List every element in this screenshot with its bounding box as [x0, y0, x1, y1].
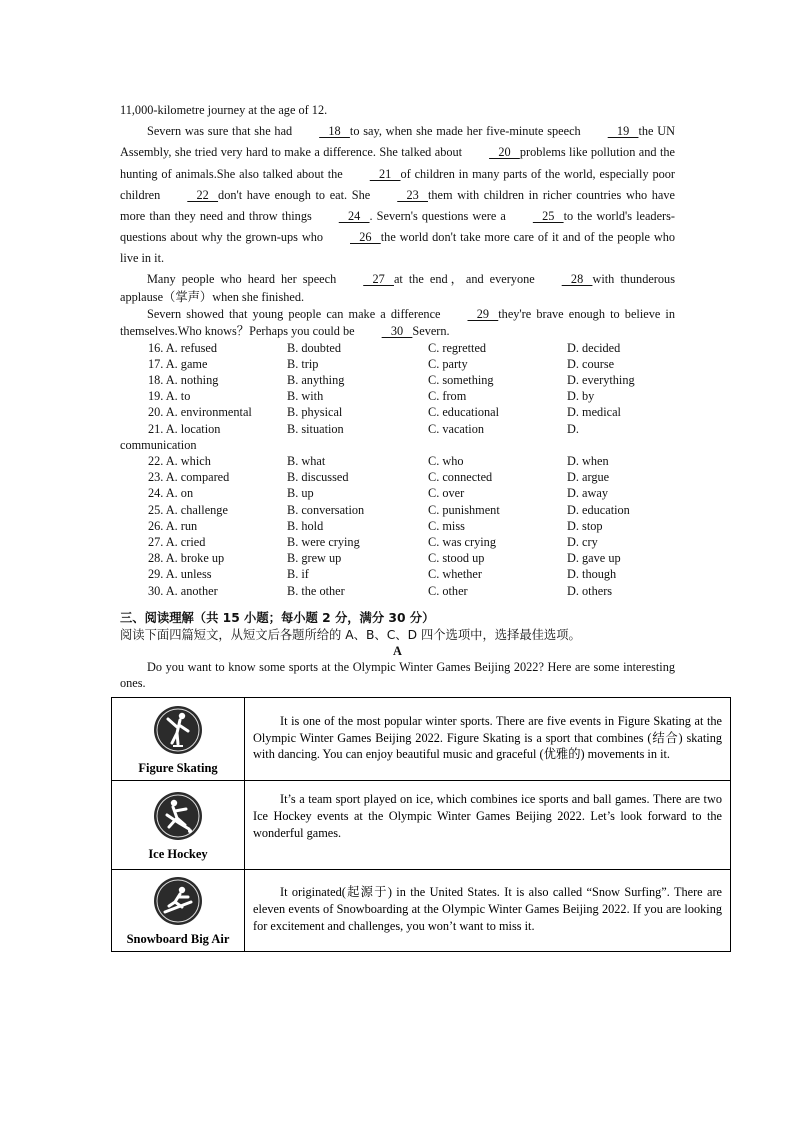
sport-icon-cell	[112, 781, 245, 870]
option-choice: C. who	[428, 454, 464, 469]
passage-line: 11,000-kilometre journey at the age of 12.	[120, 103, 328, 117]
passage-text: to say, when she made her five-minute speech	[349, 124, 581, 139]
option-choice: C. whether	[428, 567, 482, 582]
answer-blank: 28	[561, 271, 593, 286]
option-choice: 28. A. broke up	[148, 551, 225, 566]
options-list	[120, 340, 675, 599]
option-choice: B. grew up	[287, 551, 342, 566]
option-choice: 17. A. game	[148, 356, 208, 371]
option-choice: D. medical	[567, 405, 621, 420]
option-row	[120, 453, 675, 469]
passage-text: they're brave enough to believe in themselves.Who knows？Perhaps you could be	[120, 306, 675, 338]
answer-blank: 19	[607, 124, 639, 139]
option-choice: D. by	[567, 389, 595, 404]
option-choice: B. up	[287, 486, 314, 501]
passage-text: of children in many parts of the world, especially poor children	[120, 166, 675, 202]
option-choice: 27. A. cried	[148, 535, 206, 550]
option-row	[120, 518, 675, 534]
sport-description	[245, 781, 731, 870]
option-choice: D. argue	[567, 470, 610, 485]
option-choice: C. miss	[428, 518, 465, 533]
sport-name: Ice Hockey	[148, 846, 208, 861]
option-choice: D. away	[567, 486, 608, 501]
option-choice: B. if	[287, 567, 309, 582]
option-choice: D. course	[567, 356, 615, 371]
passage-text: problems like pollution and the hunting of animals.She also talked about the	[120, 145, 675, 181]
option-choice: B. were crying	[287, 535, 360, 550]
option-choice: 22. A. which	[148, 454, 211, 469]
option-row	[120, 485, 675, 501]
option-choice: B. what	[287, 454, 326, 469]
option-choice: C. stood up	[428, 551, 485, 566]
sport-name: Snowboard Big Air	[126, 932, 230, 946]
option-choice: 30. A. another	[148, 583, 218, 598]
option-choice: D. cry	[567, 535, 598, 550]
table-row	[112, 698, 731, 781]
answer-blank: 23	[397, 187, 428, 202]
option-choice: 23. A. compared	[148, 470, 230, 485]
document-page	[120, 100, 675, 692]
option-choice: 19. A. to	[148, 389, 191, 404]
passage-text: at the end，and everyone	[393, 271, 535, 286]
option-choice: C. regretted	[428, 340, 487, 355]
passage-text: the UN Assembly, she tried very hard to make a difference. She talked about	[120, 124, 676, 160]
option-row	[120, 356, 675, 372]
option-choice: 21. A. location	[148, 421, 221, 436]
sports-table	[111, 697, 731, 952]
option-row	[120, 550, 675, 566]
option-row	[120, 502, 675, 518]
answer-blank: 22	[187, 187, 219, 202]
option-choice: 16. A. refused	[148, 340, 217, 355]
option-choice: D. though	[567, 567, 617, 582]
ice-hockey-icon	[153, 791, 203, 841]
option-choice: D.	[567, 421, 579, 436]
option-choice: C. was crying	[428, 535, 496, 550]
sport-icon-cell	[112, 870, 245, 952]
option-choice: B. doubted	[287, 340, 341, 355]
answer-blank: 20	[489, 145, 520, 160]
passage-text: Severn was sure that she had	[147, 124, 293, 139]
snowboard-icon	[153, 876, 203, 926]
table-row	[112, 870, 731, 952]
option-choice: 24. A. on	[148, 486, 194, 501]
option-choice: 20. A. environmental	[148, 405, 252, 420]
option-choice: C. connected	[428, 470, 493, 485]
option-choice: B. trip	[287, 356, 319, 371]
passage-text: the world don't take more care of it and of the people who live in it.	[120, 230, 675, 266]
answer-blank: 25	[532, 209, 564, 224]
answer-blank: 29	[467, 306, 499, 321]
option-row	[120, 421, 675, 437]
option-choice: 29. A. unless	[148, 567, 212, 582]
section-instruction: 阅读下面四篇短文，从短文后各题所给的 A、B、C、D 四个选项中，选择最佳选项。	[120, 627, 581, 642]
answer-blank: 21	[369, 166, 401, 181]
passage-text: Severn showed that young people can make a difference	[147, 306, 441, 321]
figure-skating-icon	[153, 705, 203, 755]
option-choice: D. gave up	[567, 551, 621, 566]
option-row	[120, 404, 675, 420]
option-row	[120, 583, 675, 599]
passage-text: Many people who heard her speech	[147, 271, 337, 286]
option-choice: C. educational	[428, 405, 500, 420]
option-choice: 26. A. run	[148, 518, 198, 533]
option-choice: C. other	[428, 583, 468, 598]
option-choice: D. education	[567, 502, 630, 517]
sport-name: Figure Skating	[138, 760, 218, 775]
option-choice: D. everything	[567, 373, 635, 388]
answer-blank: 30	[381, 323, 413, 338]
answer-blank: 24	[338, 209, 370, 224]
option-choice: C. something	[428, 373, 494, 388]
option-choice: B. with	[287, 389, 324, 404]
answer-blank: 26	[350, 230, 381, 245]
sport-text: It originated(起源于) in the United States. It is also called “Snow Surfing”. There are eleven events of Snowboarding at the Olympic Winter Games Beijing 2022. If you are looking for excitement and challenges, you won’t want to miss it.	[253, 885, 722, 933]
passage-paragraph-3	[120, 306, 675, 340]
answer-blank: 18	[319, 124, 350, 139]
sport-description	[245, 698, 731, 781]
option-choice: D. stop	[567, 518, 603, 533]
option-choice: 25. A. challenge	[148, 502, 228, 517]
passage-text: them with children in richer countries who have more than they need and throw things	[120, 187, 675, 224]
option-choice: 18. A. nothing	[148, 373, 219, 388]
option-choice: C. punishment	[428, 502, 500, 517]
option-row	[120, 566, 675, 582]
option-choice: D. decided	[567, 340, 621, 355]
passage-text: Severn.	[412, 323, 450, 338]
passage-intro: Do you want to know some sports at the Olympic Winter Games Beijing 2022? Here are some interesting ones.	[120, 659, 675, 691]
option-wrap-text: communication	[120, 437, 197, 452]
option-choice: B. the other	[287, 583, 345, 598]
passage-paragraph-2	[120, 270, 675, 306]
table-row	[112, 781, 731, 870]
section-title: 三、阅读理解（共 15 小题；每小题 2 分，满分 30 分）	[120, 610, 435, 625]
option-row	[120, 372, 675, 388]
option-row	[120, 534, 675, 550]
sport-icon-cell	[112, 698, 245, 781]
sport-text: It is one of the most popular winter sports. There are five events in Figure Skating at the Olympic Winter Games Beijing 2022. Figure Skating is a sport that combines (结合) skating with dancing. You can enjoy beautiful music and graceful (优雅的) movements in it.	[253, 713, 722, 762]
passage-text: . Severn's questions were a	[369, 209, 506, 224]
option-row	[120, 340, 675, 356]
sport-description	[245, 870, 731, 952]
passage-text: with thunderous applause（掌声）when she finished.	[120, 271, 675, 304]
option-choice: B. conversation	[287, 502, 365, 517]
passage-text: don't have enough to eat. She	[218, 187, 371, 202]
option-choice: B. anything	[287, 373, 345, 388]
answer-blank: 27	[363, 271, 394, 286]
option-choice: C. vacation	[428, 421, 485, 436]
sport-text: It’s a team sport played on ice, which combines ice sports and ball games. There are two Ice Hockey events at the Olympic Winter Games Beijing 2022. Let’s look forward to the wonderful games.	[253, 792, 722, 840]
option-row	[120, 388, 675, 404]
option-choice: D. when	[567, 454, 609, 469]
passage-text: to the world's leaders-questions about why the grown-ups who	[120, 209, 676, 245]
option-choice: B. discussed	[287, 470, 349, 485]
option-choice: C. from	[428, 389, 467, 404]
option-choice: C. party	[428, 356, 468, 371]
option-choice: D. others	[567, 583, 613, 598]
option-choice: C. over	[428, 486, 465, 501]
passage-label: A	[393, 643, 402, 658]
passage-paragraph-1	[120, 121, 675, 269]
option-row	[120, 469, 675, 485]
option-choice: B. situation	[287, 421, 344, 436]
option-choice: B. physical	[287, 405, 343, 420]
option-choice: B. hold	[287, 518, 324, 533]
